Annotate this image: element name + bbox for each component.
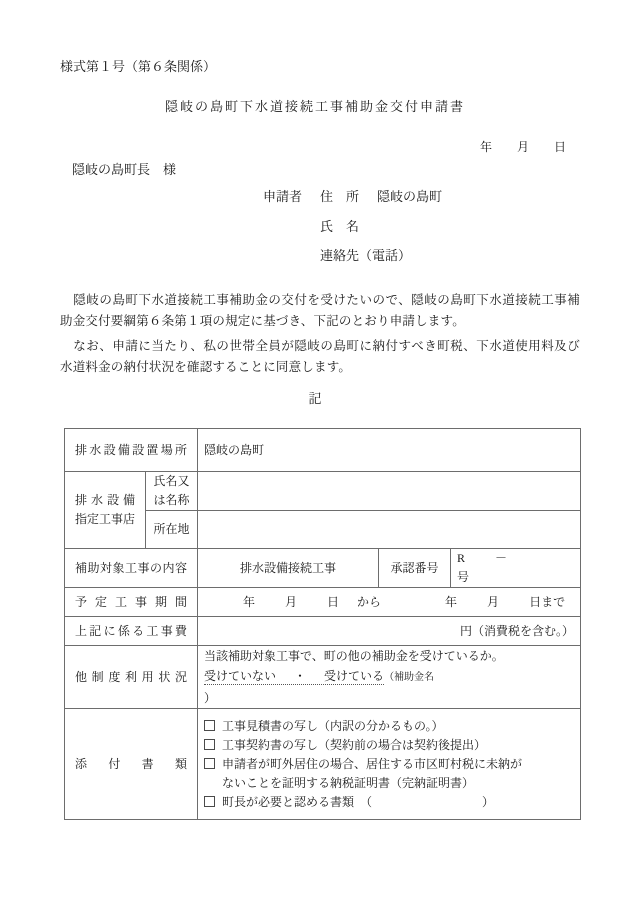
applicant-contact-label: 連絡先（電話） xyxy=(320,248,412,263)
checkbox-icon[interactable] xyxy=(204,796,215,807)
value-planned-period[interactable] xyxy=(198,588,581,617)
table-row-period xyxy=(65,588,581,617)
attachment-item-4-close: ） xyxy=(482,794,495,809)
table-row-attachments xyxy=(65,709,581,820)
attachment-item-1-label: 工事見積書の写し（内訳の分かるもの。） xyxy=(222,718,444,733)
value-work-content-text: 排水設備接続工事 xyxy=(240,560,337,575)
value-construction-cost[interactable] xyxy=(198,617,581,646)
attachment-item-4[interactable] xyxy=(204,793,574,812)
form-code: 様式第１号（第６条関係） xyxy=(60,59,217,74)
table-row-other-system xyxy=(65,646,581,709)
period-to-day: 日まで xyxy=(529,594,566,609)
label-designated-contractor-line1: 排水設備 xyxy=(75,493,135,507)
value-approval-number[interactable] xyxy=(451,549,581,588)
period-from-month: 月 xyxy=(284,594,297,609)
applicant-name-label: 氏 名 xyxy=(320,219,360,234)
body-paragraph-2-text: なお、申請に当たり、私の世帯全員が隠岐の島町に納付すべき町税、下水道使用料及び水道料金の納付状況を確認することに同意します。 xyxy=(60,339,580,374)
label-construction-cost xyxy=(65,617,198,646)
label-contractor-name-line2: は名称 xyxy=(153,493,190,507)
label-designated-contractor-line2: 指定工事店 xyxy=(75,512,136,526)
label-attachments-text: 添付書類 xyxy=(75,756,188,771)
applicant-label: 申請者 xyxy=(263,189,303,204)
choice-receiving[interactable]: 受けている xyxy=(324,669,385,683)
construction-cost-suffix: 円（消費税を含む。） xyxy=(460,623,575,638)
label-construction-cost-text: 上記に係る工事費 xyxy=(75,623,188,638)
label-contractor-name-line1: 氏名又 xyxy=(153,474,190,488)
label-work-content-text: 補助対象工事の内容 xyxy=(75,560,188,575)
label-contractor-address xyxy=(146,511,198,549)
checkbox-icon[interactable] xyxy=(204,758,215,769)
attachment-item-2[interactable] xyxy=(204,736,574,755)
period-from-day: 日 xyxy=(327,594,340,609)
label-attachments xyxy=(65,709,198,820)
date-year-label: 年 xyxy=(480,140,493,154)
label-installation-location-text: 排水設備設置場所 xyxy=(75,442,188,457)
label-planned-period xyxy=(65,588,198,617)
date-month-label: 月 xyxy=(517,140,530,154)
period-to-year: 年 xyxy=(445,594,458,609)
label-contractor-name xyxy=(146,472,198,511)
table-row-work-content xyxy=(65,549,581,588)
body-paragraph-1 xyxy=(60,290,580,332)
value-work-content[interactable] xyxy=(198,549,379,588)
table-row-contractor-name xyxy=(65,472,581,511)
approval-prefix: R xyxy=(457,551,466,565)
period-from-year: 年 xyxy=(242,594,255,609)
table-row-location xyxy=(65,429,581,472)
address-value: 隠岐の島町 xyxy=(377,189,443,204)
label-approval-number-text: 承認番号 xyxy=(390,560,439,575)
label-installation-location xyxy=(65,429,198,472)
page-title: 隠岐の島町下水道接続工事補助金交付申請書 xyxy=(164,99,465,114)
value-attachments xyxy=(198,709,581,820)
value-other-system xyxy=(198,646,581,709)
applicant-address-row xyxy=(263,190,442,203)
value-contractor-name[interactable] xyxy=(198,472,581,511)
label-contractor-address-text: 所在地 xyxy=(153,522,190,536)
attachment-item-2-label: 工事契約書の写し（契約前の場合は契約後提出） xyxy=(222,737,487,752)
other-system-choices xyxy=(204,666,574,708)
attachment-item-3[interactable] xyxy=(204,755,574,774)
date-day-label: 日 xyxy=(554,140,567,154)
label-other-system xyxy=(65,646,198,709)
value-installation-location[interactable] xyxy=(198,429,581,472)
period-from-word: から xyxy=(357,594,382,609)
body-paragraph-1-text: 隠岐の島町下水道接続工事補助金の交付を受けたいので、隠岐の島町下水道接続工事補助金交付要綱第６条第１項の規定に基づき、下記のとおり申請します。 xyxy=(60,293,580,328)
checkbox-icon[interactable] xyxy=(204,720,215,731)
ki-heading: 記 xyxy=(308,391,322,406)
other-system-choice-group[interactable] xyxy=(204,669,384,685)
subsidy-name-close: ） xyxy=(204,691,217,705)
period-to-month: 月 xyxy=(487,594,500,609)
attachment-item-3-continuation: ないことを証明する納税証明書（完納証明書） xyxy=(222,775,475,790)
label-other-system-text: 他制度利用状況 xyxy=(75,669,188,684)
address-label: 住 所 xyxy=(320,189,360,204)
label-approval-number xyxy=(379,549,451,588)
subsidy-name-open: （補助金名 xyxy=(384,672,435,683)
value-installation-location-text: 隠岐の島町 xyxy=(204,442,265,457)
date-line xyxy=(480,141,588,153)
value-contractor-address[interactable] xyxy=(198,511,581,549)
label-planned-period-text: 予定工事期間 xyxy=(75,594,188,609)
label-work-content xyxy=(65,549,198,588)
addressee: 隠岐の島町長 様 xyxy=(72,162,177,177)
attachment-item-4-label: 町長が必要と認める書類 （ xyxy=(222,794,373,809)
choice-separator: ・ xyxy=(294,669,307,683)
attachment-item-3-label: 申請者が町外居住の場合、居住する市区町村税に未納が xyxy=(222,756,523,771)
attachment-item-1[interactable] xyxy=(204,717,574,736)
other-system-question: 当該補助対象工事で、町の他の補助金を受けているか。 xyxy=(204,649,504,663)
label-designated-contractor xyxy=(65,472,146,549)
approval-dash: － xyxy=(495,551,508,565)
approval-suffix: 号 xyxy=(457,570,470,584)
choice-not-receiving[interactable]: 受けていない xyxy=(204,669,277,683)
application-table xyxy=(64,428,581,820)
body-paragraph-2 xyxy=(60,336,580,378)
checkbox-icon[interactable] xyxy=(204,739,215,750)
table-row-cost xyxy=(65,617,581,646)
